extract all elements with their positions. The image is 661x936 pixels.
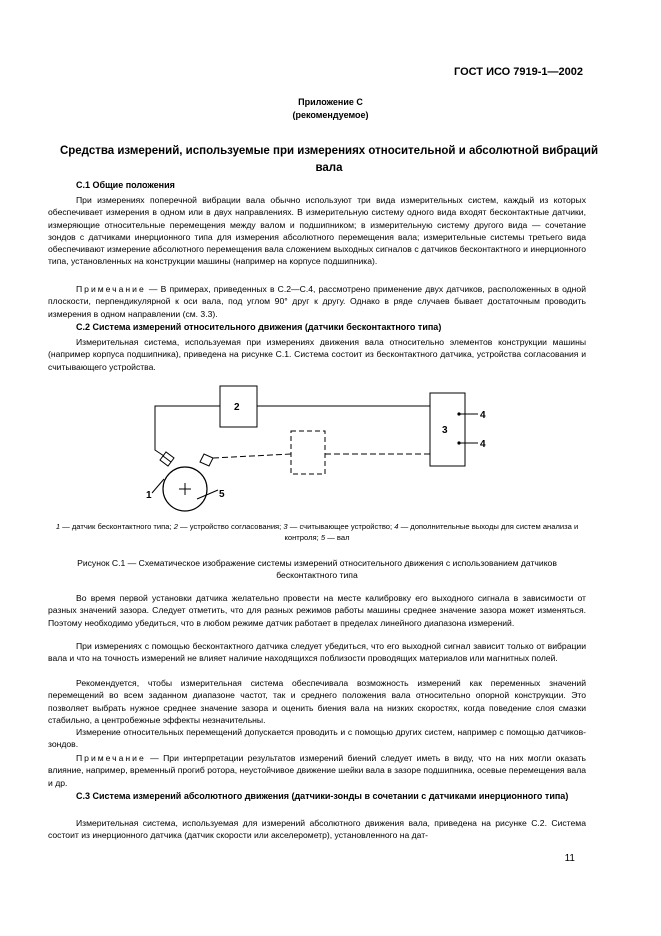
leader-5 (197, 490, 218, 499)
paragraph-sensor-check: При измерениях с помощью бесконтактного датчика следует убедиться, что его выходной сигнал зависит только от вибрации вала и что на точность измерений не влияет наличие находящихся поблизости проводящих материалов или магнитных полей. (48, 641, 586, 664)
paragraph-c3-intro: Измерительная система, используемая для измерений абсолютного движения вала, приведена на рисунке С.2. Система состоит из инерционного датчика (датчик скорости или акселерометр), установленного на дат- (48, 818, 586, 841)
main-title: Средства измерений, используемые при измерениях относительной и абсолютной вибраций вала (59, 145, 599, 174)
legend-key-3: 3 (283, 522, 288, 531)
output-dot-2 (457, 441, 460, 444)
legend-text-5: — вал (325, 533, 350, 542)
label-5: 5 (219, 489, 225, 500)
label-2: 2 (234, 402, 240, 413)
note-label-2: Примечание (76, 753, 146, 763)
legend-key-2: 2 (173, 522, 178, 531)
note-c1 (48, 283, 586, 320)
note-runout (48, 752, 586, 789)
paragraph-alternative: Измерение относительных перемещений допускается проводить и с помощью других систем, например с помощью датчиков-зондов. (48, 727, 586, 750)
legend-key-1: 1 (55, 522, 61, 531)
legend-text-1: — датчик бесконтактного типа; (60, 522, 174, 531)
document-header: ГОСТ ИСО 7919-1—2002 (453, 66, 583, 78)
label-4b: 4 (480, 439, 486, 450)
paragraph-c2-intro: Измерительная система, используемая при измерениях движения вала относительно элементов конструкции машины (например корпуса подшипника), приведена на рисунке С.1. Система состоит из бесконтактного датчика, устройства согласования и считывающего устройства. (48, 337, 586, 372)
label-3: 3 (442, 425, 448, 436)
legend-text-2: — устройство согласования; (177, 522, 284, 531)
legend-text-4: — дополнительные выходы для систем анализа и контроля; (284, 522, 579, 542)
legend-text-3: — считывающее устройство; (287, 522, 395, 531)
section-heading-c2: С.2 Система измерений относительного движения (датчики бесконтактного типа) (76, 322, 442, 332)
legend-key-5: 5 (320, 533, 326, 542)
annex-subtitle: (рекомендуемое) (292, 110, 369, 120)
paragraph-c1-intro: При измерениях поперечной вибрации вала обычно используют три вида измерительных систем, каждый из которых обеспечивает измерения в одном или в двух направлениях. В измерительную систему одного вида входят бесконтактные датчики, измеряющие относительные перемещения между валом и подшипником; в измерительную систему другого вида — сочетание зондов с датчиками инерционного типа для измерения абсолютного перемещения вала; измерительные системы третьего вида обеспечивают измерение абсолютного перемещения вала сложением выходных сигналов с датчиков бесконтактного и инерционного типа, установленных на конструкции машины (например на корпусе подшипника). (48, 195, 586, 267)
figure-c1-diagram (0, 370, 661, 520)
sensor-cable-dashed-1 (213, 454, 291, 458)
figure-c1-legend (48, 521, 586, 543)
label-4a: 4 (480, 410, 486, 421)
annex-title: Приложение С (298, 97, 363, 107)
sensor-1-tip (163, 456, 171, 462)
note-label: Примечание (76, 284, 146, 294)
section-heading-c3: С.3 Система измерений абсолютного движения (датчики-зонды в сочетании с датчиками инерционного типа) (76, 791, 569, 801)
label-1: 1 (146, 490, 152, 501)
legend-key-4: 4 (394, 522, 399, 531)
leader-1 (152, 479, 164, 493)
sensor-2-body (200, 454, 213, 466)
page-number: 11 (564, 853, 575, 864)
section-heading-c1: С.1 Общие положения (76, 180, 175, 190)
note-text: — В примерах, приведенных в С.2—С.4, рассмотрено применение двух датчиков, расположенных в одной плоскости, перпендикулярной к оси вала, под углом 90° друг к другу. Однако в ряде случаев бывает достаточным проводить измерения в одном направлении (см. 3.3). (48, 284, 586, 319)
figure-c1-title: Рисунок С.1 — Схематическое изображение системы измерений относительного движения с использованием датчиков бесконтактного типа (77, 558, 557, 581)
paragraph-calibration: Во время первой установки датчика желательно провести на месте калибровку его выходного сигнала в зависимости от разных значений зазора. Следует отметить, что для разных режимов работы машины среднее значение зазора может изменяться. Поэтому необходимо убедиться, что в любом режиме датчик работает в пределах линейного диапазона измерений. (48, 593, 586, 628)
sensor-cable-top (155, 406, 220, 456)
optional-matching-box (291, 431, 325, 474)
output-dot-1 (457, 412, 460, 415)
note-text-2: — При интерпретации результатов измерений биений следует иметь в виду, что на них могли оказать влияние, например, временный прогиб ротора, неустойчивое движение шейки вала в зазоре подшипника, осевые перемещения вала и др. (48, 753, 586, 788)
paragraph-recommendation: Рекомендуется, чтобы измерительная система обеспечивала возможность измерений как переменных значений перемещений во всем заданном диапазоне частот, так и среднего положения вала относительно опорной конструкции. Это позволяет выбрать нужное среднее значение зазора и оценить биения вала на низких скоростях, когда поведение слоя смазки стабильно, а центробежные эффекты незначительны. (48, 678, 586, 725)
